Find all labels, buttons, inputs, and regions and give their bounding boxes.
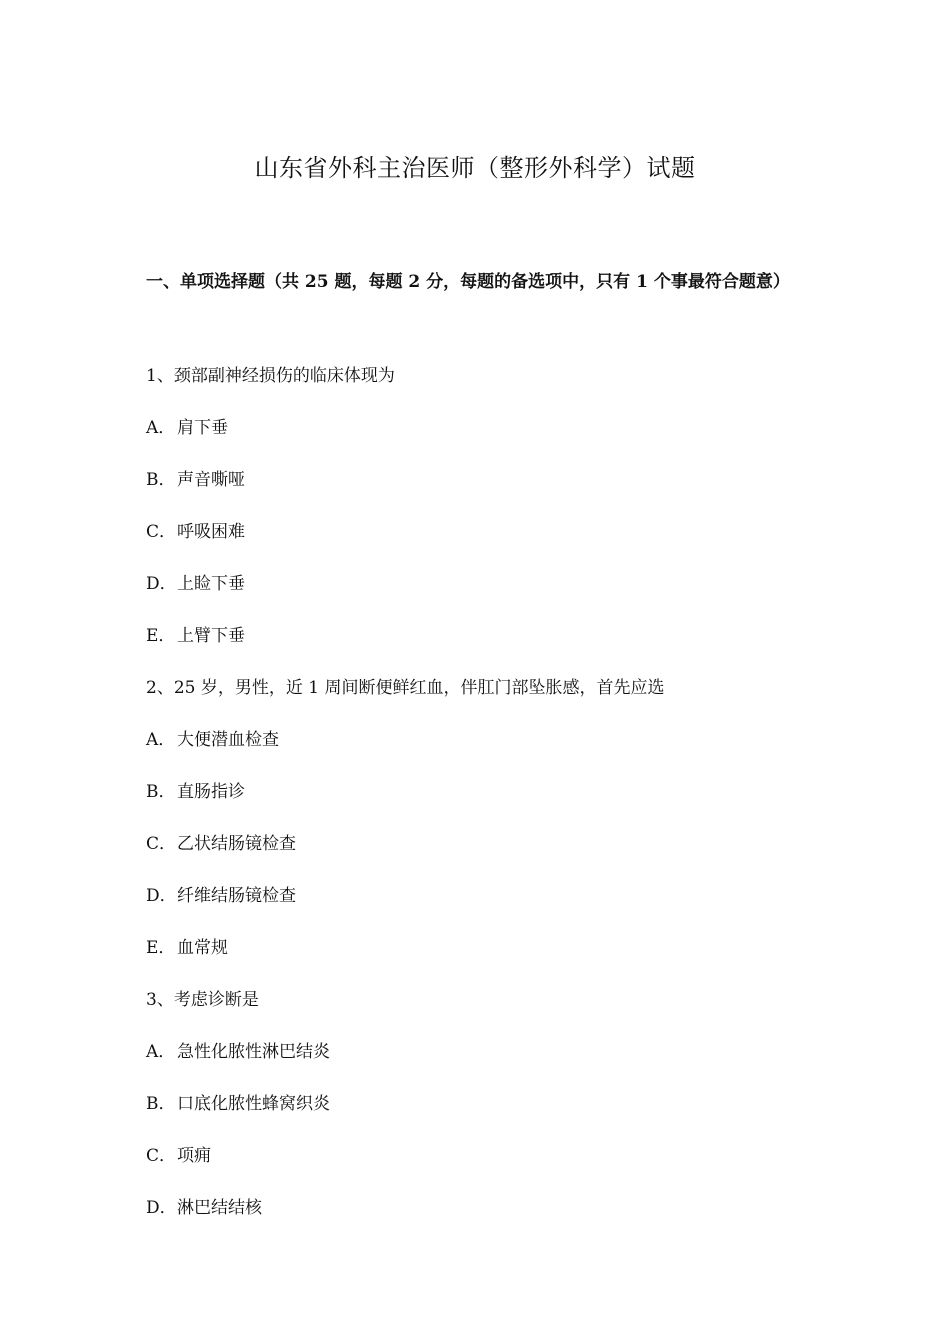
answer-option	[146, 410, 826, 462]
option-text: 血常规	[177, 938, 228, 958]
option-text: 上臂下垂	[177, 626, 245, 646]
document-title: 山东省外科主治医师（整形外科学）试题	[254, 154, 696, 182]
option-text: 淋巴结结核	[177, 1198, 262, 1218]
question-list	[146, 358, 826, 1242]
answer-option	[146, 826, 826, 878]
answer-option	[146, 1190, 826, 1242]
question-stem: 2、25 岁，男性，近 1 周间断便鲜红血，伴肛门部坠胀感，首先应选	[146, 678, 665, 698]
option-letter: C．	[146, 522, 177, 542]
option-letter: B．	[146, 1094, 176, 1114]
option-text: 直肠指诊	[177, 782, 245, 802]
option-letter: A．	[146, 730, 176, 750]
option-letter: A．	[146, 418, 176, 438]
question-stem: 3、考虑诊断是	[146, 990, 259, 1010]
answer-option	[146, 878, 826, 930]
option-text: 急性化脓性淋巴结炎	[177, 1042, 330, 1062]
option-letter: C．	[146, 1146, 177, 1166]
option-letter: E．	[146, 938, 176, 958]
option-letter: D．	[146, 1198, 177, 1218]
answer-option	[146, 1086, 826, 1138]
option-letter: E．	[146, 626, 176, 646]
answer-option	[146, 1034, 826, 1086]
option-text: 纤维结肠镜检查	[177, 886, 296, 906]
option-letter: D．	[146, 574, 177, 594]
answer-option	[146, 618, 826, 670]
answer-option	[146, 722, 826, 774]
answer-option	[146, 930, 826, 982]
option-text: 声音嘶哑	[177, 470, 245, 490]
answer-option	[146, 1138, 826, 1190]
option-letter: B．	[146, 782, 176, 802]
option-text: 项痈	[177, 1146, 211, 1166]
option-text: 大便潜血检查	[177, 730, 279, 750]
option-letter: D．	[146, 886, 177, 906]
option-letter: C．	[146, 834, 177, 854]
option-text: 呼吸困难	[177, 522, 245, 542]
option-text: 上睑下垂	[177, 574, 245, 594]
option-text: 肩下垂	[177, 418, 228, 438]
option-text: 口底化脓性蜂窝织炎	[177, 1094, 330, 1114]
section-heading: 一、单项选择题（共 25 题，每题 2 分，每题的备选项中，只有 1 个事最符合题意）	[146, 272, 790, 292]
option-letter: A．	[146, 1042, 176, 1062]
answer-option	[146, 566, 826, 618]
answer-option	[146, 514, 826, 566]
option-text: 乙状结肠镜检查	[177, 834, 296, 854]
answer-option	[146, 774, 826, 826]
option-letter: B．	[146, 470, 176, 490]
answer-option	[146, 462, 826, 514]
question-stem: 1、颈部副神经损伤的临床体现为	[146, 366, 395, 386]
